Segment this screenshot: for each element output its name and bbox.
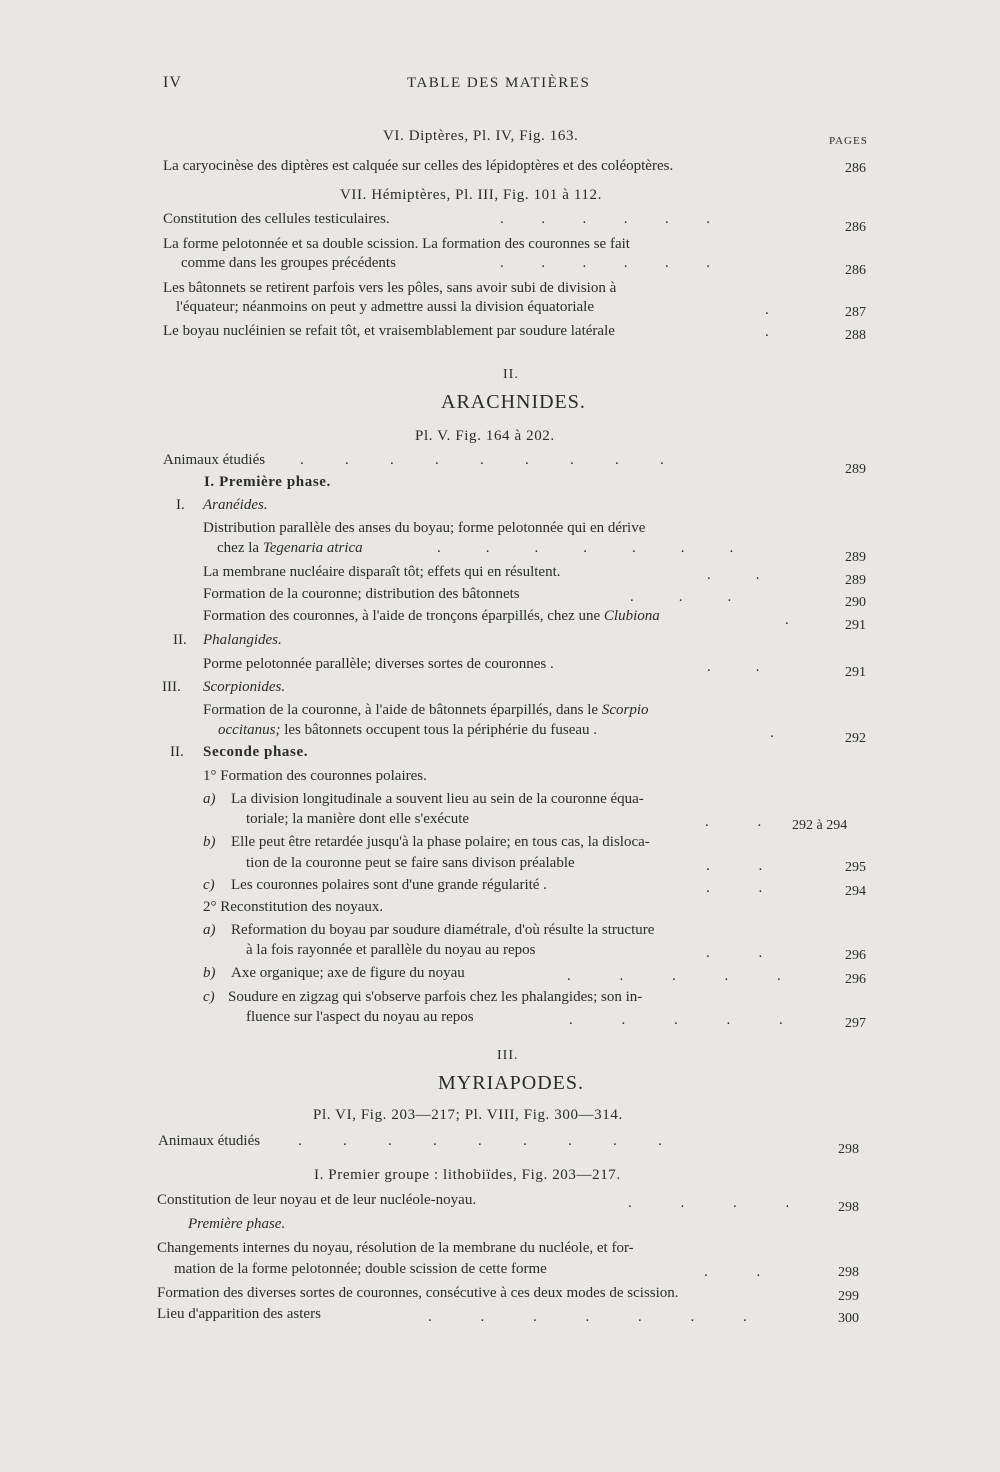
toc-line: Reformation du boyau par soudure diamétrale, d'où résulte la structure: [231, 922, 655, 938]
toc-page: 286: [845, 263, 866, 278]
toc-line: chez la Tegenaria atrica: [217, 540, 363, 556]
toc-page: 294: [845, 884, 866, 899]
group-title: Aranéides.: [203, 497, 268, 513]
toc-line: 2° Reconstitution des noyaux.: [203, 899, 384, 915]
toc-line: l'équateur; néanmoins on peut y admettre aussi la division équatoriale: [176, 299, 595, 315]
toc-page: 291: [845, 618, 866, 633]
toc-page: 291: [845, 665, 866, 680]
toc-page: 297: [845, 1016, 866, 1031]
toc-line: Formation de la couronne; distribution des bâtonnets: [203, 586, 520, 602]
group-number: II.: [170, 744, 184, 760]
toc-line: La caryocinèse des diptères est calquée sur celles des lépidoptères et des coléoptères.: [163, 158, 674, 174]
toc-line: Lieu d'apparition des asters: [157, 1306, 321, 1322]
dipteres-heading: VI. Diptères, Pl. IV, Fig. 163.: [383, 128, 579, 144]
toc-line: Les bâtonnets se retirent parfois vers les pôles, sans avoir subi de division à: [163, 280, 617, 296]
toc-line: tion de la couronne peut se faire sans divison préalable: [246, 855, 575, 871]
item-letter: a): [203, 791, 216, 807]
toc-page: 287: [845, 305, 866, 320]
toc-line: toriale; la manière dont elle s'exécute: [246, 811, 470, 827]
toc-line: mation de la forme pelotonnée; double scission de cette forme: [174, 1261, 547, 1277]
phase-heading: I. Première phase.: [204, 474, 331, 490]
toc-page: 292: [845, 731, 866, 746]
toc-line: fluence sur l'aspect du noyau au repos: [246, 1009, 474, 1025]
group-title: Phalangides.: [203, 632, 282, 648]
toc-line: La membrane nucléaire disparaît tôt; effets qui en résultent.: [203, 564, 561, 580]
toc-line: Changements internes du noyau, résolution de la membrane du nucléole, et for-: [157, 1240, 634, 1256]
toc-page: 300: [838, 1311, 859, 1326]
toc-line: Porme pelotonnée parallèle; diverses sortes de couronnes .: [203, 656, 554, 672]
toc-line: Le boyau nucléinien se refait tôt, et vraisemblablement par soudure latérale: [163, 323, 615, 339]
item-letter: b): [203, 834, 216, 850]
toc-page: 292 à 294: [792, 818, 848, 833]
toc-page: 289: [845, 573, 866, 588]
section-plate: Pl. VI, Fig. 203—217; Pl. VIII, Fig. 300—314.: [313, 1107, 623, 1123]
toc-page: 296: [845, 972, 866, 987]
item-letter: c): [203, 989, 215, 1005]
toc-line: Constitution des cellules testiculaires.: [163, 211, 390, 227]
toc-page: 286: [845, 161, 866, 176]
toc-page: 295: [845, 860, 866, 875]
toc-line: Elle peut être retardée jusqu'à la phase polaire; en tous cas, la disloca-: [231, 834, 650, 850]
group-number: III.: [162, 679, 181, 695]
toc-page: 288: [845, 328, 866, 343]
toc-page: 289: [845, 550, 866, 565]
toc-page: 296: [845, 948, 866, 963]
group-title: Scorpionides.: [203, 679, 286, 695]
toc-line: occitanus; les bâtonnets occupent tous la périphérie du fuseau .: [218, 722, 598, 738]
toc-page: 298: [838, 1142, 859, 1157]
document-page: IV TABLE DES MATIÈRES VI. Diptères, Pl. IV, Fig. 163. PAGES La caryocinèse des diptères est calquée sur celles des lépidoptères et des coléoptères. 286 VII. Hémiptères, Pl. III, Fig. 101 à 112. Constitution des cellules testiculaires. . . . . . . 286 La forme pelotonnée et sa double scission. La formation des couronnes se fait comme dans les groupes précédents . . . . . . 286 Les bâtonnets se retirent parfois vers les pôles, sans avoir subi de division à l'équateur; néanmoins on peut y admettre aussi la division équatoriale . 287 Le boyau nucléinien se refait tôt, et vraisemblablement par soudure latérale . 288 II. ARACHNIDES. Pl. V. Fig. 164 à 202. Animaux étudiés . . . . . . . . . 289 I. Première phase. I. Aranéides. Distribution parallèle des anses du boyau; forme pelotonnée qui en dérive chez la Tegenaria atrica . . . . . . . 289 La membrane nucléaire disparaît tôt; effets qui en résultent. . . 289 Formation de la couronne; distribution des bâtonnets . . . 290 Formation des couronnes, à l'aide de tronçons éparpillés, chez une Clubiona . 291 II. Phalangides. Porme pelotonnée parallèle; diverses sortes de couronnes . . . 291 III. Scorpionides. Formation de la couronne, à l'aide de bâtonnets éparpillés, dans le Scorpio occitanus; les bâtonnets occupent tous la périphérie du fuseau . . 292 II. Seconde phase. 1° Formation des couronnes polaires. a) La division longitudinale a souvent lieu au sein de la couronne équa- toriale; la manière dont elle s'exécute . . 292 à 294 b) Elle peut être retardée jusqu'à la phase polaire; en tous cas, la disloca- tion de la couronne peut se faire sans divison préalable . . 295 c) Les couronnes polaires sont d'une grande régularité . . . 294 2° Reconstitution des noyaux. a) Reformation du boyau par soudure diamétrale, d'où résulte la structure à la fois rayonnée et parallèle du noyau au repos . . 296 b) Axe organique; axe de figure du noyau . . . . . 296 c) Soudure en zigzag qui s'observe parfois chez les phalangides; son in- fluence sur l'aspect du noyau au repos . . . . . 297 III. MYRIAPODES. Pl. VI, Fig. 203—217; Pl. VIII, Fig. 300—314. Animaux étudiés . . . . . . . . . 298 I. Premier groupe : lithobiïdes, Fig. 203—217. Constitution de leur noyau et de leur nucléole-noyau. . . . . 298 Première phase. Changements internes du noyau, résolution de la membrane du nucléole, et for- mation de la forme pelotonnée; double scission de cette forme . . 298 Formation des diverses sortes de couronnes, consécutive à ces deux modes de scission. 299 Lieu d'apparition des asters . . . . . . . 300: [157, 74, 868, 1326]
toc-line: Formation des diverses sortes de couronnes, consécutive à ces deux modes de scission.: [157, 1285, 679, 1301]
toc-line: Les couronnes polaires sont d'une grande régularité .: [231, 877, 547, 893]
toc-line: Animaux étudiés: [163, 452, 266, 468]
group-number: II.: [173, 632, 187, 648]
toc-page: 290: [845, 595, 866, 610]
page-number: IV: [163, 74, 182, 91]
toc-line: comme dans les groupes précédents: [181, 255, 396, 271]
group-heading: I. Premier groupe : lithobiïdes, Fig. 203—217.: [314, 1167, 621, 1183]
subsection-title: Première phase.: [188, 1216, 286, 1232]
toc-line: 1° Formation des couronnes polaires.: [203, 768, 427, 784]
group-number: I.: [176, 497, 185, 513]
section-plate: Pl. V. Fig. 164 à 202.: [415, 428, 555, 444]
toc-page: 289: [845, 462, 866, 477]
item-letter: a): [203, 922, 216, 938]
toc-line: Axe organique; axe de figure du noyau: [231, 965, 465, 981]
toc-line: Formation de la couronne, à l'aide de bâtonnets éparpillés, dans le Scorpio: [203, 702, 649, 718]
toc-page: 298: [838, 1200, 859, 1215]
toc-line: Soudure en zigzag qui s'observe parfois chez les phalangides; son in-: [228, 989, 643, 1005]
toc-line: La forme pelotonnée et sa double scission. La formation des couronnes se fait: [163, 236, 630, 252]
toc-page: 286: [845, 220, 866, 235]
item-letter: b): [203, 965, 216, 981]
toc-line: Animaux étudiés: [158, 1133, 261, 1149]
toc-line: La division longitudinale a souvent lieu au sein de la couronne équa-: [231, 791, 644, 807]
toc-line: Formation des couronnes, à l'aide de tronçons éparpillés, chez une Clubiona: [203, 608, 660, 624]
section-title: ARACHNIDES.: [441, 391, 586, 413]
section-title: MYRIAPODES.: [438, 1072, 585, 1094]
toc-line: Distribution parallèle des anses du boyau; forme pelotonnée qui en dérive: [203, 520, 646, 536]
toc-page: 299: [838, 1289, 859, 1304]
pages-label: PAGES: [829, 135, 868, 147]
section-number: II.: [503, 367, 519, 382]
phase-heading: Seconde phase.: [203, 744, 309, 760]
toc-page: 298: [838, 1265, 859, 1280]
hemipteres-heading: VII. Hémiptères, Pl. III, Fig. 101 à 112.: [340, 187, 602, 203]
toc-line: à la fois rayonnée et parallèle du noyau au repos: [246, 942, 536, 958]
section-number: III.: [497, 1048, 519, 1063]
item-letter: c): [203, 877, 215, 893]
running-title: TABLE DES MATIÈRES: [407, 75, 591, 91]
toc-line: Constitution de leur noyau et de leur nucléole-noyau.: [157, 1192, 477, 1208]
